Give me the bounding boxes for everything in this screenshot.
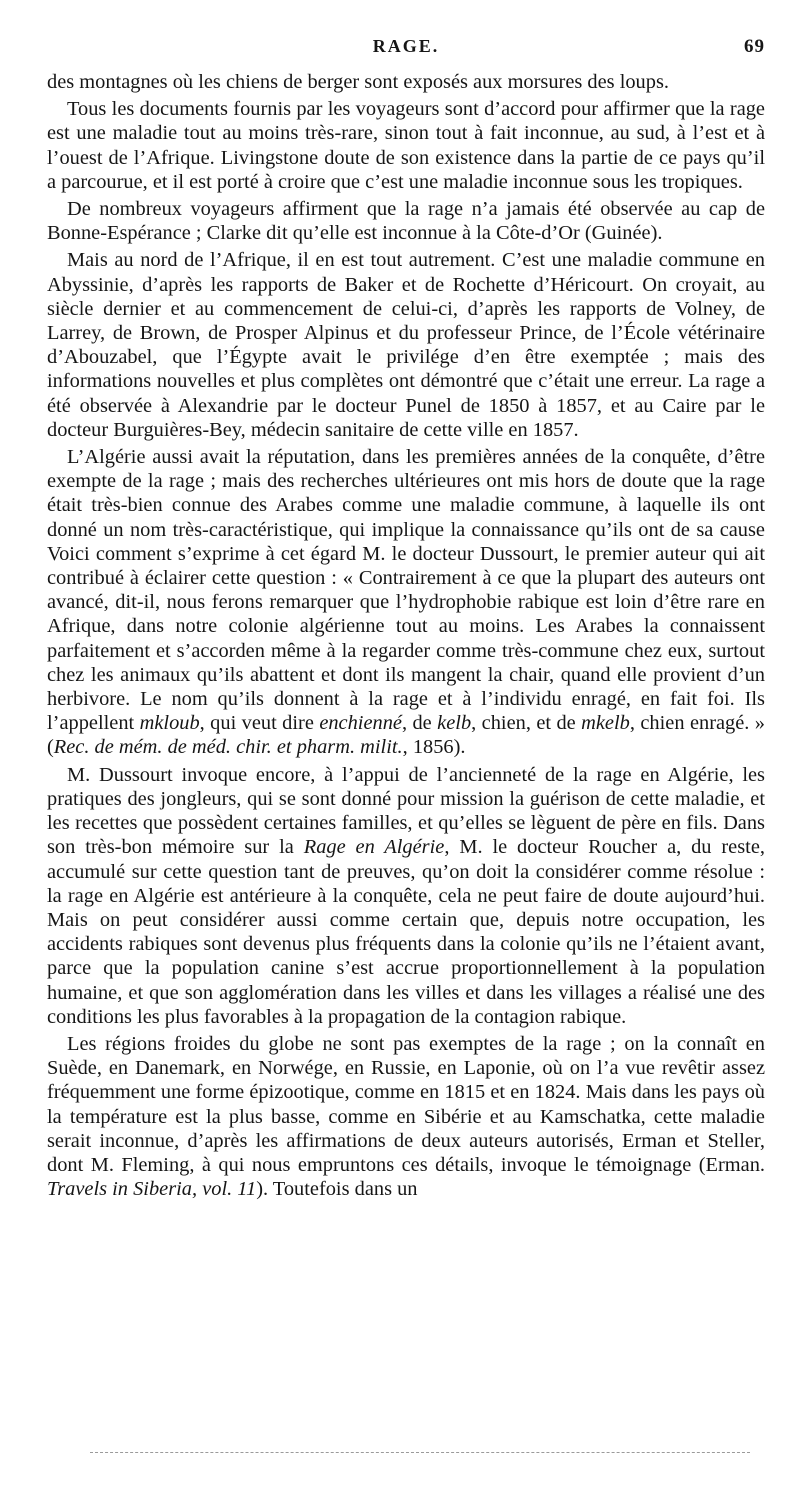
paragraph-p6 (47, 1032, 765, 1201)
italic-text: mkelb (581, 712, 630, 735)
page-header (47, 30, 765, 70)
paragraph-p1 (47, 97, 765, 194)
paragraph-p2 (47, 197, 765, 245)
text-run: Tous les documents fournis par les voyageurs sont d’accord pour affirmer que la rage est une maladie tout au moins très-rare, sinon tout à fait inconnue, au sud, à l’est et à l’ouest de l’Afrique. Livingstone doute de son existence dans la partie de ce pays qu’il a parcourue, et il est porté à croire que c’est une maladie inconnue sous les tropiques. (47, 98, 765, 193)
page-number: 69 (744, 36, 765, 57)
text-run: ). Toutefois dans un (256, 1178, 418, 1201)
running-title: RAGE. (372, 36, 440, 56)
paragraph-p3 (47, 248, 765, 442)
text-run: , chien enragé. » ( (47, 712, 765, 759)
text-run: , de (401, 712, 438, 735)
text-run: , 1856). (402, 736, 466, 759)
body-text (47, 70, 765, 1201)
italic-text: Rage en Algérie (303, 836, 445, 859)
text-run: Mais au nord de l’Afrique, il en est tout autrement. C’est une maladie commune en Abyssinie, d’après les rapports de Baker et de Rochette d’Héricourt. On croyait, au siècle dernier et au commencement de celui-ci, d’après les rapports de Volney, de Larrey, de Brown, de Prosper Alpinus et du professeur Prince, de l’École vétérinaire d’Abouzabel, que l’Égypte avait le privilége d’en être exemptée ; mais des informations nouvelles et plus complètes ont démontré que c’était une erreur. La rage a été observée à Alexandrie par le docteur Punel de 1850 à 1857, et au Caire par le docteur Burguières-Bey, médecin sanitaire de cette ville en 1857. (47, 249, 765, 441)
italic-text: enchienné (319, 712, 402, 735)
italic-text: kelb (437, 712, 472, 735)
paragraph-p0 (47, 70, 765, 94)
text-run: , M. le docteur Roucher a, du reste, accumulé sur cette question tant de preuves, qu’on doit la considérer comme résolue : la rage en Algérie est antérieure à la conquête, cela ne peut faire de doute aujourd’hui. Mais on peut considérer aussi comme certain que, depuis notre occupation, les accidents rabiques sont devenus plus fréquents dans la colonie qu’ils ne l’étaient avant, parce que la population canine s’est accrue proportionnellement à la population humaine, et que son agglomération dans les villes et dans les villages a réalisé une des conditions les plus favorables à la propagation de la contagion rabique. (47, 836, 765, 1028)
paragraph-p5 (47, 763, 765, 1029)
text-run: , qui veut dire (199, 712, 320, 735)
footer-rule (90, 1452, 750, 1453)
document-page (47, 30, 765, 1204)
italic-text: Rec. de mém. de méd. chir. et pharm. milit. (53, 736, 403, 759)
text-run: M. Dussourt invoque encore, à l’appui de l’ancienneté de la rage en Algérie, les pratiques des jongleurs, qui se sont donné pour mission la guérison de cette maladie, et les recettes que possèdent certaines familles, et qu’elles se lèguent de père en fils. Dans son très-bon mémoire sur la (47, 763, 765, 859)
italic-text: mkloub (139, 712, 200, 735)
text-run: De nombreux voyageurs affirment que la rage n’a jamais été observée au cap de Bonne-Espérance ; Clarke dit qu’elle est inconnue à la Côte-d’Or (Guinée). (47, 198, 765, 245)
paragraph-p4 (47, 445, 765, 760)
text-run: L’Algérie aussi avait la réputation, dans les premières années de la conquête, d’être exempte de la rage ; mais des recherches ultérieures ont mis hors de doute que la rage était très-bien connue des Arabes comme une maladie commune, à laquelle ils ont donné un nom très-caractéristique, qui implique la connaissance qu’ils ont de sa cause Voici comment s’exprime à cet égard M. le docteur Dussourt, le premier auteur qui ait contribué à éclairer cette question : « Contrairement à ce que la plupart des auteurs ont avancé, dit-il, nous ferons remarquer que l’hydrophobie rabique est loin d’être rare en Afrique, dans notre colonie algérienne tout au moins. Les Arabes la connaissent parfaitement et s’accorden même à la regarder comme très-commune chez eux, surtout chez les animaux qu’ils abattent et dont ils mangent la chair, quand elle provient d’un herbivore. Le nom qu’ils donnent à la rage et à l’individu enragé, en fait foi. Ils l’appellent (47, 446, 765, 735)
text-run: des montagnes où les chiens de berger sont exposés aux morsures des loups. (47, 71, 669, 93)
text-run: Les régions froides du globe ne sont pas exemptes de la rage ; on la connaît en Suède, en Danemark, en Norwége, en Russie, en Laponie, où on l’a vue revêtir assez fréquemment une forme épizootique, comme en 1815 et en 1824. Mais dans les pays où la température est la plus basse, comme en Sibérie et au Kamschatka, cette maladie serait inconnue, d’après les affirmations de deux auteurs autorisés, Erman et Steller, dont M. Fleming, à qui nous empruntons ces détails, invoque le témoignage (Erman. (47, 1032, 765, 1176)
italic-text: Travels in Siberia, vol. 11 (47, 1178, 257, 1201)
text-run: , chien, et de (471, 712, 582, 735)
